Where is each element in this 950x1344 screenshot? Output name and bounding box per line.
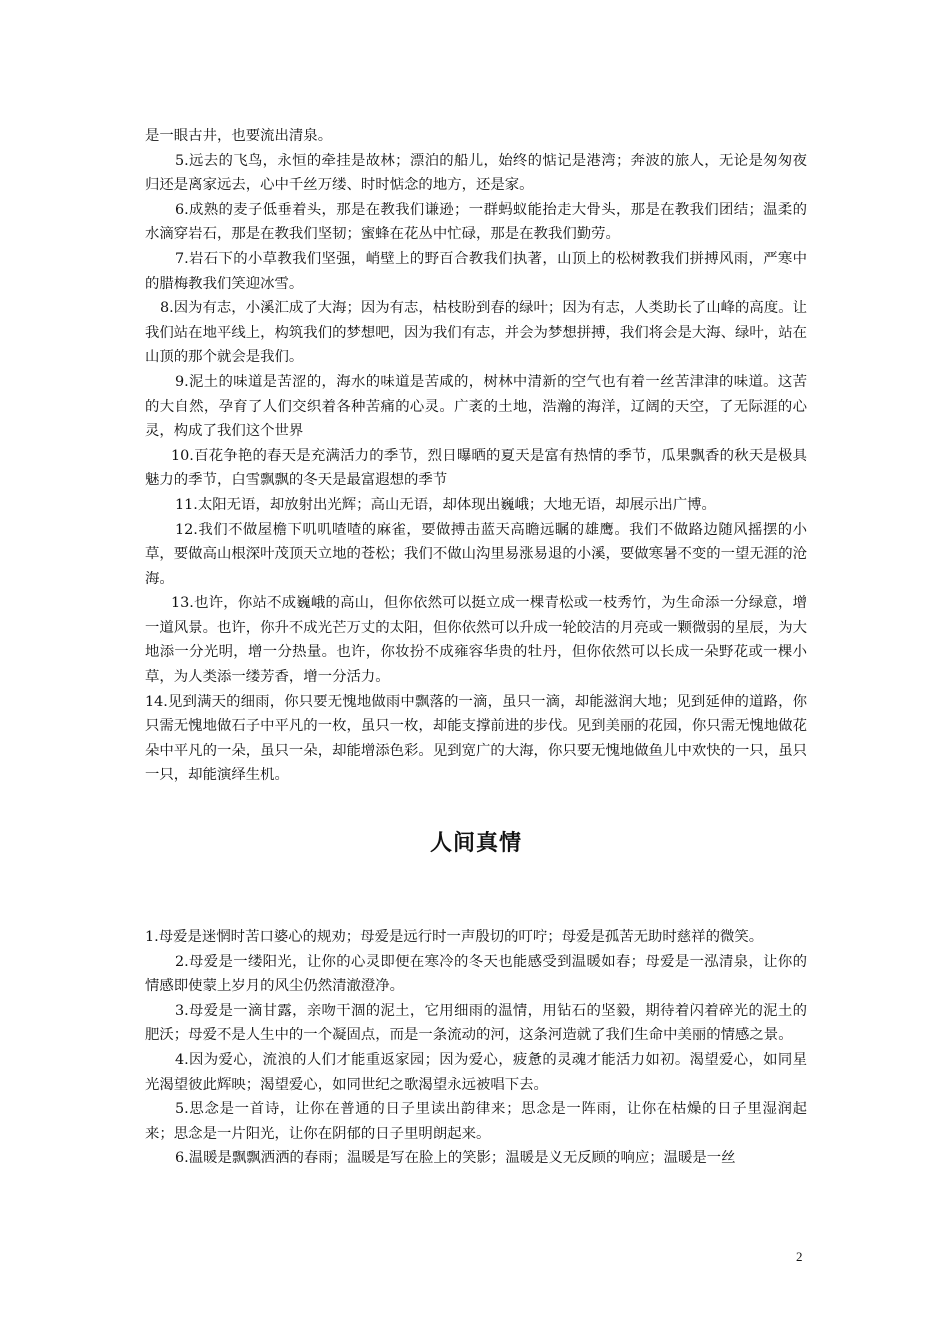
paragraph: 13.也许，你站不成巍峨的高山，但你依然可以挺立成一棵青松或一枝秀竹，为生命添一分绿意，增一道风景。也许，你升不成光芒万丈的太阳，但你依然可以升成一轮皎洁的月亮或一颗微弱的星辰，为大地添一分光明，增一分热量。也许，你妆扮不成雍容华贵的牡丹，但你依然可以长成一朵野花或一棵小草，为人类添一缕芳香，增一分活力。 — [145, 595, 807, 686]
paragraph: 8.因为有志，小溪汇成了大海；因为有志，枯枝盼到春的绿叶；因为有志，人类助长了山峰的高度。让我们站在地平线上，构筑我们的梦想吧，因为我们有志，并会为梦想拼搏，我们将会是大海、绿叶，站在山顶的那个就会是我们。 — [145, 300, 807, 366]
paragraph: 是一眼古井，也要流出清泉。 — [145, 128, 333, 144]
paragraph: 6.成熟的麦子低垂着头，那是在教我们谦逊；一群蚂蚁能抬走大骨头，那是在教我们团结；温柔的水滴穿岩石，那是在教我们坚韧；蜜蜂在花丛中忙碌，那是在教我们勤劳。 — [145, 201, 807, 243]
paragraph: 7.岩石下的小草教我们坚强，峭壁上的野百合教我们执著，山顶上的松树教我们拼搏风雨，严寒中的腊梅教我们笑迎冰雪。 — [145, 250, 807, 292]
paragraph: 5.远去的飞鸟，永恒的牵挂是故林；漂泊的船儿，始终的惦记是港湾；奔波的旅人，无论是匆匆夜归还是离家远去，心中千丝万缕、时时惦念的地方，还是家。 — [145, 152, 807, 194]
paragraph: 11.太阳无语，却放射出光辉；高山无语，却体现出巍峨；大地无语，却展示出广博。 — [175, 496, 716, 513]
paragraph: 3.母爱是一滴甘露，亲吻干涸的泥土，它用细雨的温情，用钻石的坚毅，期待着闪着碎光的泥土的肥沃；母爱不是人生中的一个凝固点，而是一条流动的河，这条河造就了我们生命中美丽的情感之景。 — [145, 1002, 807, 1044]
section-title: 人间真情 — [429, 831, 522, 857]
paragraph: 9.泥土的味道是苦涩的，海水的味道是苦咸的，树林中清新的空气也有着一丝苦津津的味道。这苦的大自然，孕育了人们交织着各种苦痛的心灵。广袤的土地，浩瀚的海洋，辽阔的天空，了无际涯的心灵，构成了我们这个世界 — [145, 373, 807, 440]
paragraph: 4.因为爱心，流浪的人们才能重返家园；因为爱心，疲惫的灵魂才能活力如初。渴望爱心，如同星光渴望彼此辉映；渴望爱心，如同世纪之歌渴望永远被唱下去。 — [145, 1052, 807, 1093]
paragraph: 10.百花争艳的春天是充满活力的季节，烈日曝晒的夏天是富有热情的季节，瓜果飘香的秋天是极具魅力的季节，白雪飘飘的冬天是最富遐想的季节 — [145, 447, 807, 489]
page-content — [145, 124, 807, 1171]
paragraph: 6.温暖是飘飘洒洒的春雨；温暖是写在脸上的笑影；温暖是义无反顾的响应；温暖是一丝 — [175, 1150, 736, 1167]
paragraph: 5.思念是一首诗，让你在普通的日子里读出韵律来；思念是一阵雨，让你在枯燥的日子里湿润起来；思念是一片阳光，让你在阴郁的日子里明朗起来。 — [145, 1101, 807, 1142]
paragraph: 2.母爱是一缕阳光，让你的心灵即便在寒冷的冬天也能感受到温暖如春；母爱是一泓清泉，让你的情感即使蒙上岁月的风尘仍然清澈澄净。 — [145, 953, 807, 995]
paragraph: 14.见到满天的细雨，你只要无愧地做雨中飘落的一滴，虽只一滴，却能滋润大地；见到延伸的道路，你只需无愧地做石子中平凡的一枚，虽只一枚，却能支撑前进的步伐。见到美丽的花园，你只需无愧地做花朵中平凡的一朵，虽只一朵，却能增添色彩。见到宽广的大海，你只要无愧地做鱼儿中欢快的一只，虽只一只，却能演绎生机。 — [145, 693, 807, 784]
paragraph: 1.母爱是迷惘时苦口婆心的规劝；母爱是远行时一声殷切的叮咛；母爱是孤苦无助时慈祥的微笑。 — [145, 929, 764, 946]
paragraph: 12.我们不做屋檐下叽叽喳喳的麻雀，要做搏击蓝天高瞻远瞩的雄鹰。我们不做路边随风摇摆的小草，要做高山根深叶茂顶天立地的苍松；我们不做山沟里易涨易退的小溪，要做寒暑不变的一望无涯的沧海。 — [145, 521, 807, 587]
page-number: 2 — [796, 1249, 803, 1264]
